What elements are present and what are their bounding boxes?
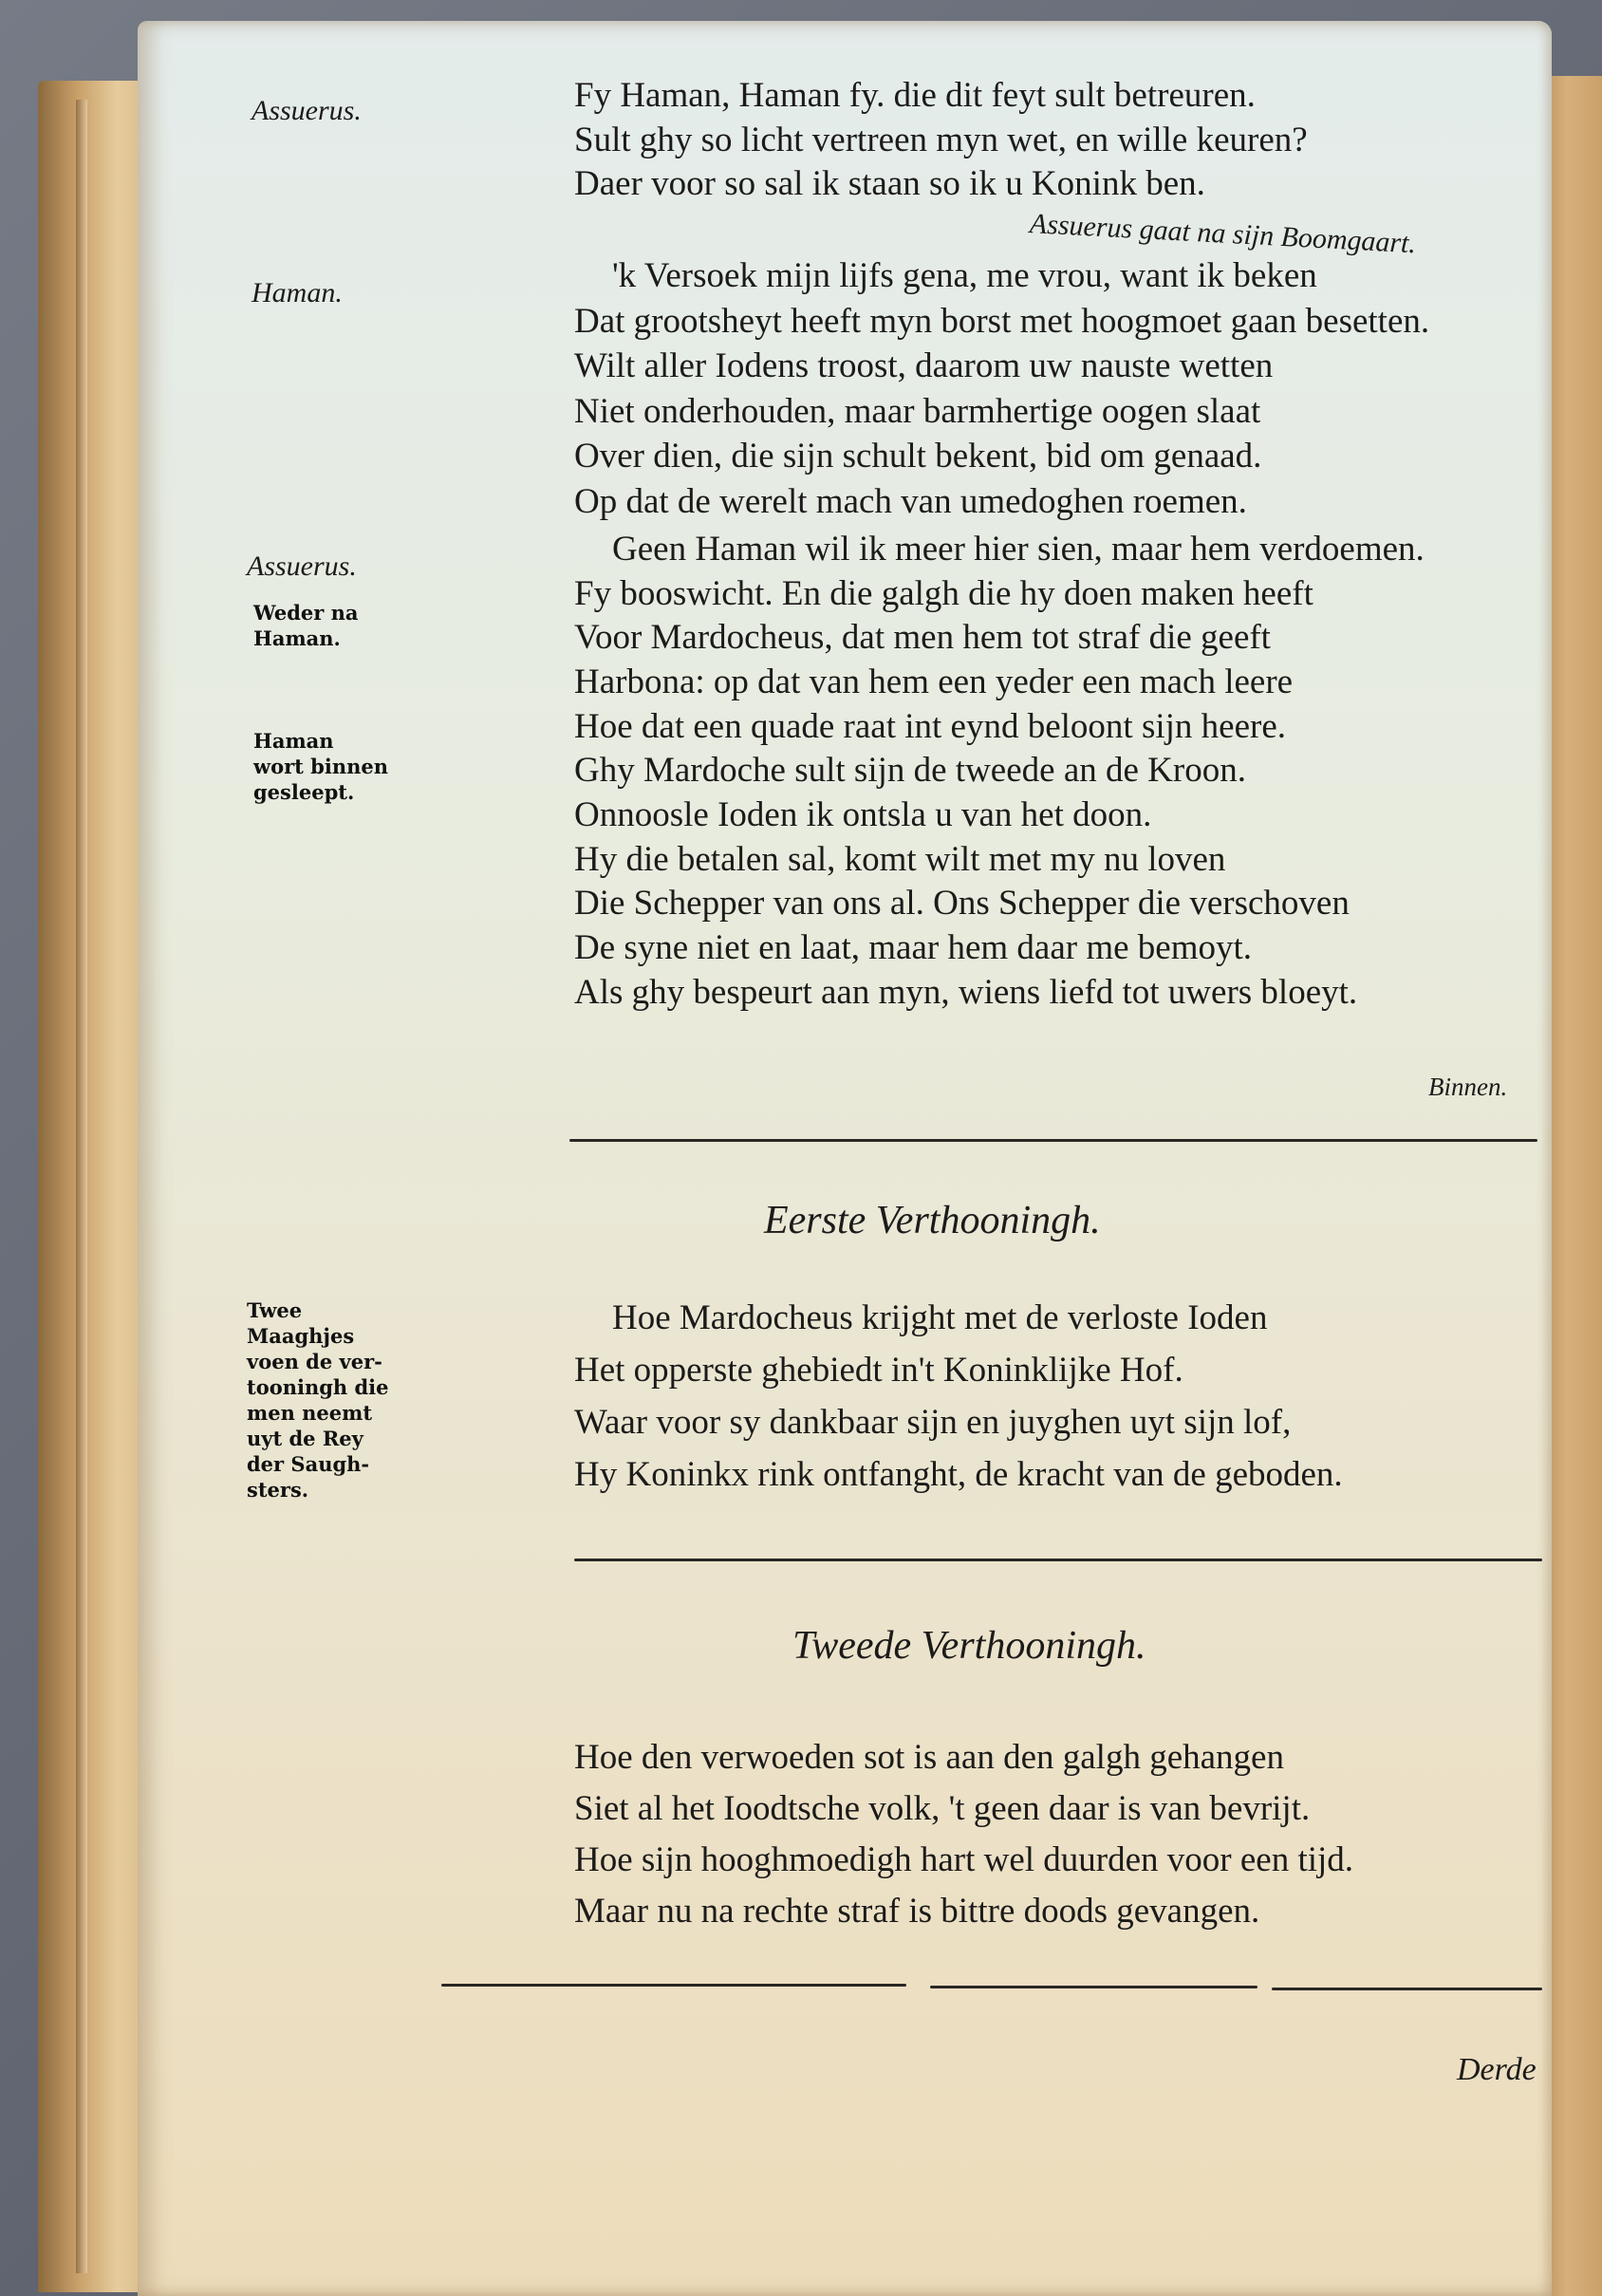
verse-line: Niet onderhouden, maar barmhertige oogen slaat [574, 392, 1261, 431]
verse-line: Dat grootsheyt heeft myn borst met hoogmoet gaan besetten. [574, 302, 1430, 341]
verse-line: De syne niet en laat, maar hem daar me bemoyt. [574, 928, 1253, 967]
margin-note-line: men neemt [247, 1401, 373, 1425]
verse-line: Hoe den verwoeden sot is aan den galgh gehangen [574, 1738, 1284, 1777]
margin-note-line: wort binnen [253, 755, 388, 778]
margin-note-line: Haman. [253, 626, 341, 650]
margin-note-line: Twee [247, 1298, 303, 1322]
margin-note-line: tooningh die [247, 1375, 389, 1399]
verse-line: Siet al het Ioodtsche volk, 't geen daar is van bevrijt. [574, 1789, 1311, 1828]
margin-note-line: gesleept. [253, 780, 355, 804]
verse-line: 'k Versoek mijn lijfs gena, me vrou, want ik beken [612, 256, 1317, 295]
verse-line: Wilt aller Iodens troost, daarom uw nauste wetten [574, 346, 1274, 385]
verse-line: Fy Haman, Haman fy. die dit feyt sult betreuren. [574, 76, 1256, 115]
verse-line: Sult ghy so licht vertreen myn wet, en wille keuren? [574, 121, 1308, 159]
stage-direction: Binnen. [1428, 1073, 1508, 1101]
stage-direction: Assuerus gaat na sijn Boomgaart. [1029, 208, 1417, 260]
verse-line: Waar voor sy dankbaar sijn en juyghen uyt sijn lof, [574, 1403, 1292, 1442]
margin-note-line: uyt de Rey [247, 1427, 363, 1450]
book-page [138, 21, 1552, 2296]
section-rule [1272, 1988, 1542, 1990]
margin-note-line: der Saugh- [247, 1452, 370, 1476]
speaker-label: Assuerus. [251, 95, 362, 126]
verse-line: Als ghy bespeurt aan myn, wiens liefd tot uwers bloeyt. [574, 973, 1358, 1012]
verse-line: Maar nu na rechte straf is bittre doods gevangen. [574, 1892, 1260, 1931]
section-heading: Tweede Verthooningh. [792, 1624, 1146, 1668]
book-fore-edge [38, 81, 152, 2292]
margin-note [253, 728, 388, 805]
margin-note [253, 600, 359, 651]
verse-line: Geen Haman wil ik meer hier sien, maar hem verdoemen. [612, 530, 1425, 569]
verse-line: Fy booswicht. En die galgh die hy doen maken heeft [574, 574, 1313, 613]
section-heading: Eerste Verthooningh. [764, 1199, 1101, 1242]
margin-note-line: Haman [253, 729, 334, 753]
verse-line: Hy Koninkx rink ontfanght, de kracht van de geboden. [574, 1455, 1343, 1494]
verse-line: Over dien, die sijn schult bekent, bid om genaad. [574, 437, 1262, 476]
verse-line: Op dat de werelt mach van umedoghen roemen. [574, 482, 1247, 521]
verse-line: Hoe sijn hooghmoedigh hart wel duurden voor een tijd. [574, 1840, 1354, 1879]
speaker-label: Assuerus. [247, 551, 357, 582]
verse-line: Voor Mardocheus, dat men hem tot straf die geeft [574, 618, 1271, 657]
section-rule [441, 1984, 906, 1987]
verse-line: Ghy Mardoche sult sijn de tweede an de Kroon. [574, 751, 1246, 790]
verse-line: Die Schepper van ons al. Ons Schepper die verschoven [574, 884, 1350, 923]
verse-line: Daer voor so sal ik staan so ik u Konink ben. [574, 164, 1205, 203]
verse-line: Het opperste ghebiedt in't Koninklijke Hof. [574, 1351, 1183, 1390]
speaker-label: Haman. [251, 277, 343, 308]
margin-note-line: voen de ver- [247, 1350, 382, 1373]
verse-line: Hy die betalen sal, komt wilt met my nu loven [574, 840, 1226, 879]
verse-line: Hoe dat een quade raat int eynd beloont sijn heere. [574, 707, 1286, 746]
verse-line: Harbona: op dat van hem een yeder een mach leere [574, 663, 1294, 701]
section-rule [569, 1139, 1537, 1142]
verse-line: Hoe Mardocheus krijght met de verloste Ioden [612, 1298, 1268, 1337]
margin-note-line: Weder na [253, 601, 359, 625]
margin-note-line: Maaghjes [247, 1324, 355, 1348]
margin-note [247, 1297, 389, 1503]
verse-line: Onnoosle Ioden ik ontsla u van het doon. [574, 795, 1152, 834]
margin-note-line: sters. [247, 1478, 309, 1502]
catchword: Derde [1457, 2052, 1537, 2087]
section-rule [930, 1986, 1257, 1988]
section-rule [574, 1559, 1542, 1561]
